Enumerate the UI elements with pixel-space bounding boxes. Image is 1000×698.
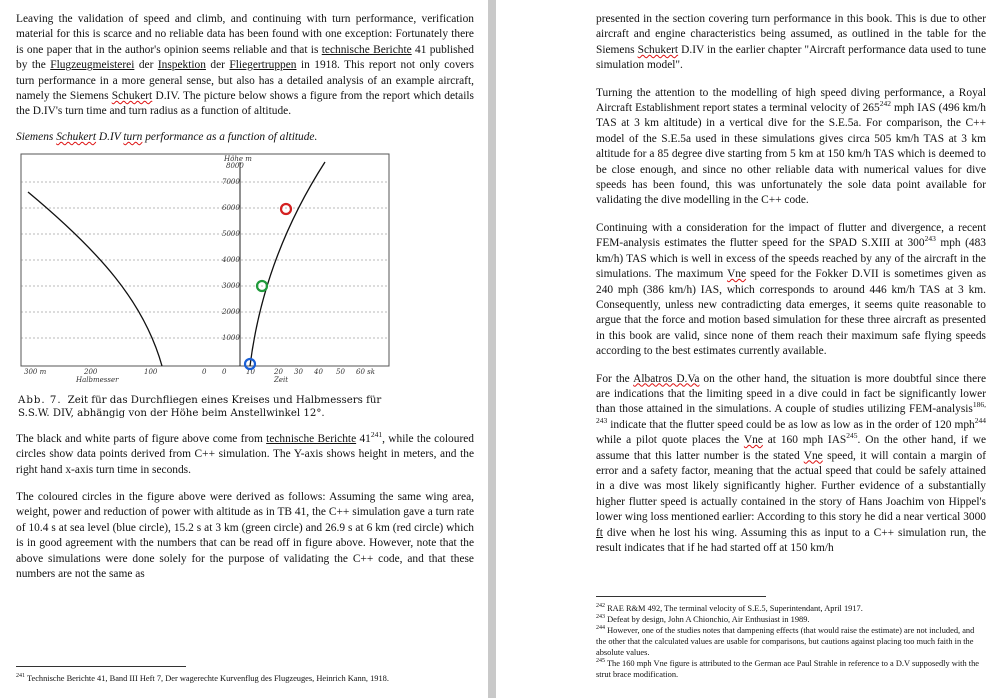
x-left-tick-100: 100 bbox=[144, 367, 158, 376]
right-paragraph-2: Turning the attention to the modelling of high speed diving performance, a Royal Aircraft Establishment report states a terminal velocity of $265^{242}$ mph IAS (496 km/h TAS at 3 km altitude) in a vertical dive for the S.E.5a. For comparison, the C++ model of the S.E.5a used in these simulations gives circa 505 km/h TAS at 3 km altitude for a 85 degree dive starting from 5 km at 150 km/h TAS which is deemed to be close enough, and since no other reliable data with numerical values for dive speeds has been found, this was unfortunately the sole data point available for validating the dive modelling in the C++ code. bbox=[596, 86, 986, 207]
y-tick-3000: 3000 bbox=[222, 281, 240, 290]
left-page bbox=[0, 0, 488, 698]
footnote-242: $^{242}$ RAE R&M 492, The terminal velocity of S.E.5, Superintendant, April 1917. bbox=[596, 603, 863, 613]
y-tick-7000: 7000 bbox=[222, 177, 240, 186]
x-left-tick-200: 200 bbox=[84, 367, 98, 376]
left-paragraph-2: The black and white parts of figure above come from technische Berichte $41^{241}$, while the coloured circles show data points derived from C++ simulation. The Y-axis shows height in meters, and the right hand x-axis turn time in seconds. bbox=[16, 430, 474, 476]
y-axis-title: Höhe m bbox=[224, 154, 252, 163]
x-right-tick-30: 30 bbox=[294, 367, 303, 376]
x-left-tick-300: 300 m bbox=[24, 367, 47, 376]
footnote-243: $^{243}$ Defeat by design, John A Chionchio, Air Enthusiast in 1989. bbox=[596, 614, 810, 624]
x-right-tick-10: 10 bbox=[246, 367, 255, 376]
figure-caption: Abb. 7. Zeit für das Durchfliegen eines Kreises und Halbmessers für S.S.W. DIV, abhängig von der Höhe beim Anstellwinkel 12°. bbox=[18, 394, 382, 419]
right-paragraph-3: Continuing with a consideration for the impact of flutter and divergence, a recent FEM-analysis estimates the flutter speed for the SPAD S.XIII at $300^{243}$ mph (483 km/h) TAS which is well in excess of the speeds reached by any of the aircraft in the simulations. The maximum Vne speed for the Fokker D.VII is sometimes given as 240 mph (386 km/h) IAS, which corresponds to around 446 km/h TAS at 3 km. Consequently, unless new contradicting data emerges, it seems quite reasonable to argue that the force and motion based simulation for these three aircraft as presented in this book are valid, since none of them reach their maximum safe flying speeds according to the best estimates currently available. bbox=[596, 221, 987, 358]
x-right-tick-0: 0 bbox=[222, 367, 227, 376]
x-right-tick-40: 40 bbox=[314, 367, 323, 376]
x-right-tick-60: 60 sk bbox=[356, 367, 375, 376]
x-right-tick-50: 50 bbox=[336, 367, 345, 376]
x-left-tick-0: 0 bbox=[202, 367, 207, 376]
right-paragraph-4: For the Albatros D.Va on the other hand, the situation is more doubtful since there are indications that the limiting speed in a dive could in fact be significantly lower than those attained in the simulations. A couple of studies utilizing FEM-analysis$^{186, 243}$ indicate that the flutter speed could be as low as low as in the order of 120 mph$^{244}$ while a pilot quote places the Vne at 160 mph IAS$^{245}$. On the other hand, if we assume that this latter number is the stated Vne speed, it will contain a margin of error and a safety factor, meaning that the actual speed that could be safely attained in a dive was most likely significantly higher. Further evidence of a substantially higher flutter speed is actually contained in the story of Hans Joachim von Hippel's lower wing loss mentioned earlier: According to this story he did a near vertical 3000 ft dive when he lost his wing. Assuming this as input to a C++ simulation run, the result indicates that if he had started off at 150 km/h bbox=[596, 372, 987, 554]
left-footnotes bbox=[16, 666, 426, 684]
turn-chart-svg bbox=[20, 152, 392, 390]
y-tick-4000: 4000 bbox=[222, 255, 240, 264]
y-tick-8000: 8000 bbox=[226, 161, 244, 170]
footnote-245: $^{245}$ The 160 mph Vne figure is attributed to the German ace Paul Strahle in reference to a D.V supposedly with the strut brace modification. bbox=[596, 658, 979, 679]
y-tick-6000: 6000 bbox=[222, 203, 240, 212]
left-paragraph-3: The coloured circles in the figure above were derived as follows: Assuming the same wing area, weight, power and reduction of power with altitude as in TB 41, the C++ simulation gave a turn rate of 10.4 s at sea level (blue circle), 15.2 s at 3 km (green circle) and 26.9 s at 6 km (red circle) which is in good agreement with the numbers that can be read off in figure above. However, note that the above simulations were done solely for the purpose of validating the C++ code, and that these numbers are not the same as bbox=[16, 491, 474, 581]
footnote-rule bbox=[16, 666, 186, 667]
y-tick-2000: 2000 bbox=[222, 307, 240, 316]
y-tick-1000: 1000 bbox=[222, 333, 240, 342]
x-right-tick-20: 20 bbox=[274, 367, 283, 376]
right-paragraph-1: presented in the section covering turn performance in this book. This is due to other aircraft and engine characteristics being assumed, as outlined in the table for the Siemens Schukert D.IV in the earlier chapter "Aircraft performance data used to tune simulation model". bbox=[596, 13, 986, 72]
figure-title: Siemens Schukert D.IV turn performance as a function of altitude. bbox=[16, 130, 318, 143]
footnote-241: $^{241}$ Technische Berichte 41, Band III Heft 7, Der wagerechte Kurvenflug des Flugzeuges, Heinrich Kann, 1918. bbox=[16, 673, 389, 683]
text-cursor-letter: L bbox=[16, 13, 23, 25]
footnote-rule bbox=[596, 596, 766, 597]
x-left-label: Halbmesser bbox=[76, 375, 119, 384]
right-footnotes bbox=[596, 596, 986, 680]
right-page bbox=[496, 0, 1000, 698]
left-paragraph-1: Leaving the validation of speed and climb, and continuing with turn performance, verification material for this is scarce and no reliable data has been found with one exception: Fortunately there is one paper that in the author's opinion seems reliable and that is technische Berichte 41 published by the Flugzeugmeisterei der Inspektion der Fliegertruppen in 1918. This report not only covers turn performance in a more general sense, but also has a detailed analysis of an example aircraft, namely the Siemens Schukert D.IV. The picture below shows a figure from the report which details the D.IV's turn time and turn radius as a function of altitude. bbox=[16, 13, 474, 118]
x-right-label: Zeit bbox=[274, 375, 289, 384]
turn-performance-figure bbox=[20, 152, 392, 390]
footnote-244: $^{244}$ However, one of the studies notes that dampening effects (that would raise the estimate) are not included, and the other that the calculated values are usable for comparisons, but cautions against placing too much faith in the absolute values. bbox=[596, 625, 975, 657]
y-tick-5000: 5000 bbox=[222, 229, 240, 238]
